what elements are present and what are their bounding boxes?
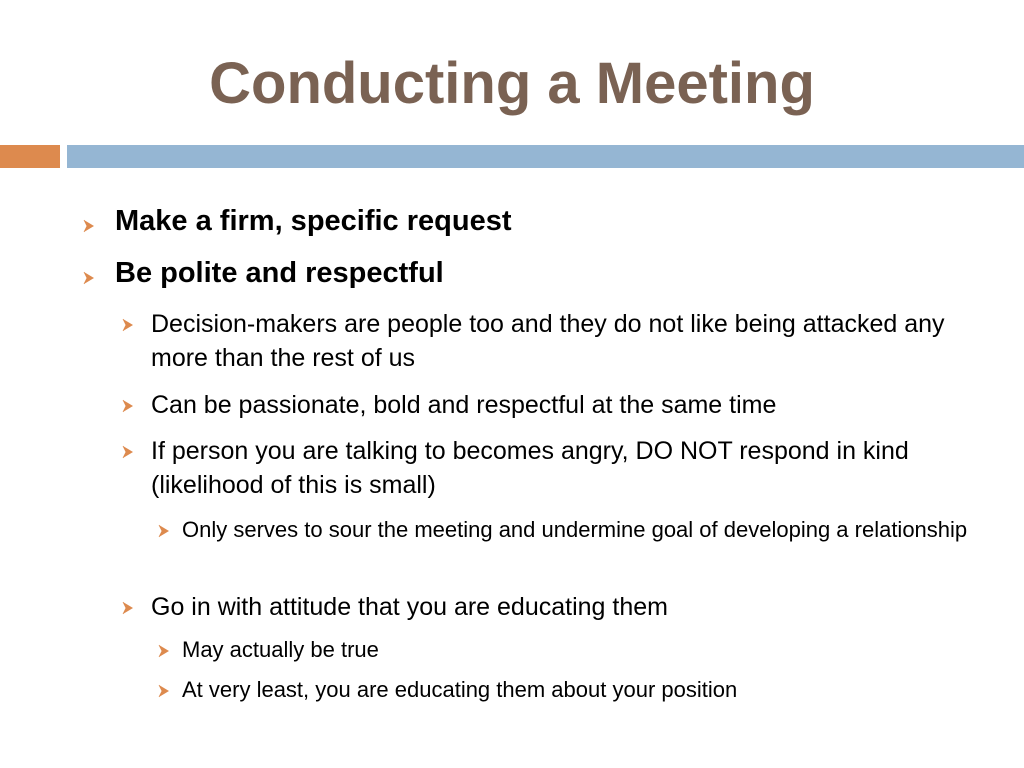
arrowhead-bullet-icon: [82, 219, 96, 233]
arrowhead-bullet-icon: [121, 601, 135, 615]
slide-title: Conducting a Meeting: [209, 51, 815, 116]
arrowhead-bullet-icon: [82, 271, 96, 285]
arrowhead-bullet-icon: [157, 524, 171, 538]
bullet-item: Be polite and respectful: [115, 257, 444, 289]
bullet-item: If person you are talking to becomes angry, DO NOT respond in kind (likelihood of this is small): [151, 437, 909, 499]
bullet-item: Make a firm, specific request: [115, 205, 512, 237]
arrowhead-bullet-icon: [157, 644, 171, 658]
arrowhead-bullet-icon: [157, 684, 171, 698]
arrowhead-bullet-icon: [121, 399, 135, 413]
bullet-item: At very least, you are educating them about your position: [182, 677, 738, 702]
bullet-item: May actually be true: [182, 637, 379, 662]
bullet-item: Decision-makers are people too and they do not like being attacked any more than the rest of us: [151, 310, 945, 372]
arrowhead-bullet-icon: [121, 318, 135, 332]
bullet-item: Go in with attitude that you are educating them: [151, 593, 668, 621]
arrowhead-bullet-icon: [121, 445, 135, 459]
bullet-item: Only serves to sour the meeting and undermine goal of developing a relationship: [182, 517, 968, 542]
bullet-item: Can be passionate, bold and respectful at the same time: [151, 391, 777, 419]
